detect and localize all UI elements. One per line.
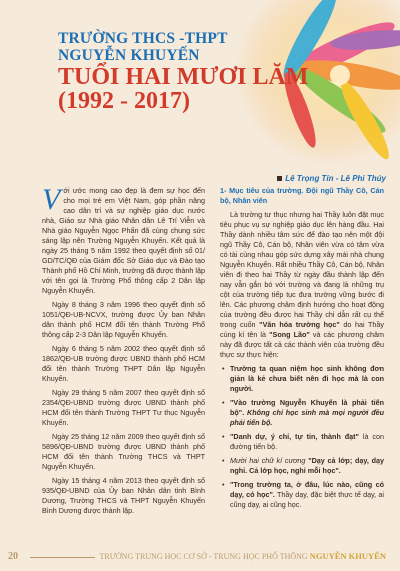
right-column [220,186,384,514]
footer-highlight: NGUYỄN KHUYẾN [309,551,386,561]
paragraph: Ngày 8 tháng 3 năm 1996 theo quyết định số 1051/QĐ-UB-NCVX, trường được Ủy ban Nhân dân thành phố HCM đổi tên thành Trường Phổ thông cấp 2-3 Dân lập Nguyễn Khuyến. [42,300,205,339]
list-item: • Mười hai chữ kí cương "Dạy cả lớp; dạy, dạy nghỉ. Cả lớp học, nghỉ mỗi học". [220,456,384,476]
drop-cap: V [42,183,61,216]
byline-authors: Lê Trọng Tín - Lê Phi Thúy [285,174,386,183]
page-number: 20 [8,551,18,562]
list-item: • "Trong trường ta, ở đâu, lúc nào, cũng có dạy, có học". Thầy dạy, đặc biệt thực tế dạy, ai cũng dạy, ai cũng học. [220,480,384,510]
list-item: • Trường ta quan niệm học sinh không đơn giản là kẻ chưa biết nên đi học mà là con người. [220,364,384,394]
paragraph: Là trường tư thục nhưng hai Thầy luôn đặt mục tiêu phục vụ sự nghiệp giáo dục lên hàng đầu. Hai Thầy dành nhiều tâm sức để đào tạo nên một đội ngũ Thầy Cô, Cán bộ, Nhân viên vừa có tâm vừa có tài cùng nhau góp sức dựng xây mái nhà chung Nguyễn Khuyến. Rất nhiều Thầy Cô, Cán bộ, Nhân viên đi theo hai Thầy từ ngày đầu thành lập đến nay vẫn gắn bó với trường và đang là những trụ cột của trường tiếp tục đưa trường vững bước đi lên. Các phương châm định hướng cho hoạt động của trường đều được hai Thầy chỉ dẫn rất cụ thể trong cuốn "Văn hóa trường học" do hai Thầy cùng kí tên là "Song Lão" và các phương châm này đã được tất cả các thành viên của trường đều thực sự thực hiện: [220,210,385,359]
footer-text: TRƯỜNG TRUNG HỌC CƠ SỞ - TRUNG HỌC PHỔ THÔNG NGUYỄN KHUYẾN [95,551,386,561]
article-title: TUỔI HAI MƯƠI LĂM [58,64,309,90]
page-footer [0,547,400,571]
school-name-line1: TRƯỜNG THCS -THPT [58,30,228,47]
paragraph: Ngày 25 tháng 12 năm 2009 theo quyết định số 5896/QĐ-UBND trường được UBND thành phố HCM đổi tên thành Trường THCS và THPT Nguyễn Khuyến. [42,432,205,471]
paragraph: Ngày 29 tháng 5 năm 2007 theo quyết định số 2354/QĐ-UBND trường được UBND thành phố HCM đổi tên thành Trường THPT Tư thục Nguyễn Khuyến. [42,388,205,427]
list-item: • "Danh dự, ý chí, tự tin, thành đạt" là con đường tiến bộ. [220,432,384,452]
byline [277,174,386,183]
intro-paragraph [42,183,205,296]
school-name-line2: NGUYỄN KHUYẾN [58,47,200,64]
paragraph: Ngày 15 tháng 4 năm 2013 theo quyết định số 935/QĐ-UBND của Ủy ban Nhân dân tỉnh Bình Dương, Trường THCS và THPT Nguyễn Khuyến Bình Dương được thành lập. [42,476,205,515]
article-header [58,30,358,114]
list-item: • "Vào trường Nguyễn Khuyến là phải tiến bộ". Không chỉ học sinh mà mọi người đều phải tiến bộ. [220,398,384,428]
square-icon [277,176,282,181]
book-title: "Văn hóa trường học" [259,320,340,329]
song-lao: "Song Lão" [269,330,310,339]
intro-text: ới ước mong cao đẹp là đem sự học đến cho mọi trẻ em Việt Nam, góp phần nâng cao dân trí và sự nghiệp giáo dục nước nhà, Giáo sư Nhà giáo Nhân dân Lê Trí Viễn và Nhà giáo Nguyễn Ngọc Phấn đã cùng chung sức sáng lập nên Trường Nguyễn Khuyến. Kết quả là ngày 25 tháng 5 năm 1992 theo quyết định số 01/ GD/TC/QĐ của Giám đốc Sở Giáo dục và Đào tạo Thành phố Hồ Chí Minh, trường đã được thành lập với tên gọi là Trường Phổ thông cấp 2 Dân lập Nguyễn Khuyến. [42,186,205,295]
paragraph: Ngày 6 tháng 5 năm 2002 theo quyết định số 1862/QĐ-UB trường được UBND thành phố HCM đổi tên thành Trường THPT Dân lập Nguyễn Khuyến. [42,344,205,383]
section-title: 1- Mục tiêu của trường. Đội ngũ Thầy Cô, Cán bộ, Nhân viên [220,186,384,205]
article-years: (1992 - 2017) [58,88,190,114]
left-column [42,183,205,520]
